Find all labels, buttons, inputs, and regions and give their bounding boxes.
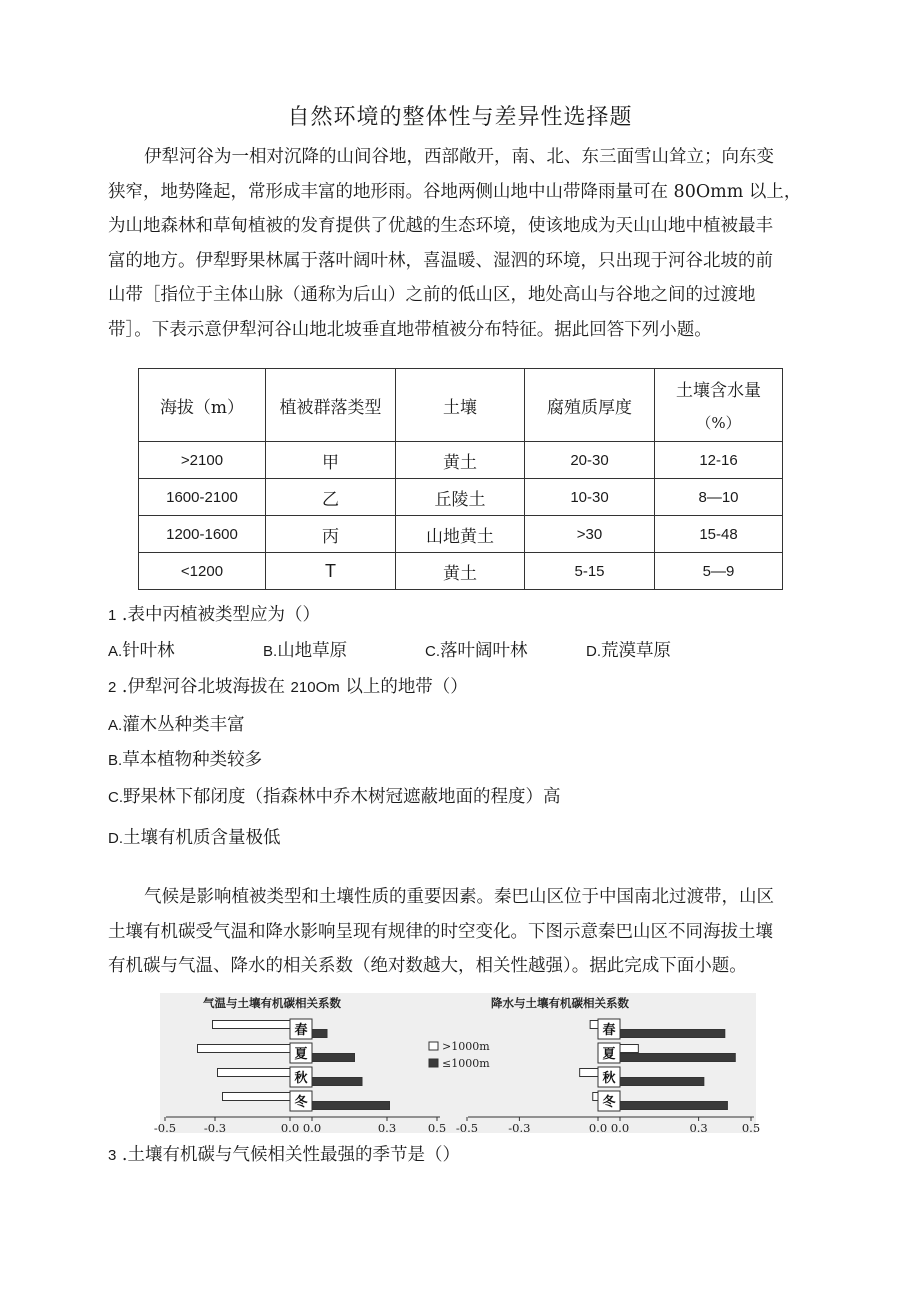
cell-altitude: >2100 <box>139 442 266 479</box>
question-2-text-c: 以上的地带（） <box>339 677 468 697</box>
vegetation-table <box>138 368 783 590</box>
bar-high-altitude <box>223 1093 291 1101</box>
question-2-text-a: .伊犁河谷北坡海拔在 <box>116 677 291 697</box>
x-tick-label: 0.5 <box>427 1121 447 1135</box>
x-tick-label: -0.5 <box>455 1121 479 1135</box>
bar-high-altitude <box>620 1045 638 1053</box>
header-altitude: 海拔（m） <box>139 369 266 442</box>
x-tick-label: -0.5 <box>153 1121 177 1135</box>
header-water-line2: （%） <box>696 414 741 432</box>
cell-veg: 丙 <box>266 516 396 553</box>
category-label: 冬 <box>602 1095 616 1110</box>
option-c[interactable]: C.落叶阔叶林 <box>425 641 528 661</box>
cell-humus: 20-30 <box>525 442 655 479</box>
cell-humus: 5-15 <box>525 553 655 590</box>
header-water-line1: 土壤含水量 <box>676 381 761 401</box>
option-d[interactable]: D.土壤有机质含量极低 <box>108 828 281 848</box>
table-header-row <box>139 369 783 442</box>
legend-swatch-high <box>429 1042 438 1050</box>
bar-high-altitude <box>213 1021 291 1029</box>
cell-altitude: <1200 <box>139 553 266 590</box>
intro2-line3: 有机碳与气温、降水的相关系数（绝对数越大，相关性越强）。据此完成下面小题。 <box>108 956 747 976</box>
correlation-chart-svg <box>153 993 761 1135</box>
x-tick-label: 0.0 <box>280 1121 300 1135</box>
cell-veg: T <box>266 553 396 590</box>
question-2 <box>108 673 468 698</box>
intro1-line1: 伊犁河谷为一相对沉降的山间谷地，西部敞开，南、北、东三面雪山耸立；向东变 <box>144 147 774 167</box>
intro2-line2: 土壤有机碳受气温和降水影响呈现有规律的时空变化。下图示意秦巴山区不同海拔土壤 <box>108 921 773 942</box>
x-tick-label: 0.5 <box>741 1121 761 1135</box>
correlation-chart <box>153 993 761 1135</box>
chart-title: 降水与土壤有机碳相关系数 <box>491 996 629 1010</box>
cell-soil: 丘陵土 <box>396 479 525 516</box>
intro1-line5: 山带［指位于主体山脉（通称为后山）之前的低山区，地处高山与谷地之间的过渡地 <box>108 285 756 305</box>
chart-title: 气温与土壤有机碳相关系数 <box>203 996 341 1010</box>
intro1-line2: 狭窄，地势隆起，常形成丰富的地形雨。谷地两侧山地中山带降雨量可在 80Omm 以上， <box>108 181 802 202</box>
cell-soil: 黄土 <box>396 442 525 479</box>
question-1-number: 1 <box>108 607 117 624</box>
category-label: 夏 <box>602 1047 616 1062</box>
x-tick-label: 0.0 <box>610 1121 630 1135</box>
x-tick-label: -0.3 <box>203 1121 227 1135</box>
bar-high-altitude <box>590 1021 598 1029</box>
x-tick-label: 0.0 <box>588 1121 608 1135</box>
x-tick-label: -0.3 <box>508 1121 531 1135</box>
legend-swatch-low <box>429 1059 438 1067</box>
bar-low-altitude <box>620 1030 725 1038</box>
x-tick-label: 0.0 <box>302 1121 322 1135</box>
question-3 <box>108 1141 460 1166</box>
question-1 <box>108 601 320 626</box>
bar-low-altitude <box>312 1054 355 1062</box>
option-d[interactable]: D.荒漠草原 <box>586 641 671 661</box>
intro1-line6: 带］。下表示意伊犁河谷山地北坡垂直地带植被分布特征。据此回答下列小题。 <box>108 319 712 340</box>
intro2-line1: 气候是影响植被类型和土壤性质的重要因素。秦巴山区位于中国南北过渡带，山区 <box>144 887 774 907</box>
question-2-altitude: 210Om <box>290 679 340 696</box>
option-b[interactable]: B.山地草原 <box>263 641 348 661</box>
table-row <box>139 553 783 590</box>
category-label: 秋 <box>294 1071 308 1086</box>
header-humus: 腐殖质厚度 <box>525 369 655 442</box>
table-row <box>139 479 783 516</box>
cell-water: 15-48 <box>655 516 783 553</box>
question-3-text: .土壤有机碳与气候相关性最强的季节是（） <box>116 1145 460 1165</box>
option-a[interactable]: A.针叶林 <box>108 641 175 661</box>
bar-high-altitude <box>580 1069 598 1077</box>
cell-humus: >30 <box>525 516 655 553</box>
cell-soil: 山地黄土 <box>396 516 525 553</box>
header-soil: 土壤 <box>396 369 525 442</box>
cell-humus: 10-30 <box>525 479 655 516</box>
bar-low-altitude <box>620 1078 704 1086</box>
question-2-number: 2 <box>108 679 117 696</box>
intro-paragraph-1 <box>108 140 814 347</box>
legend-label-high: >1000m <box>442 1040 490 1053</box>
bar-low-altitude <box>620 1102 727 1110</box>
table-row <box>139 442 783 479</box>
question-3-number: 3 <box>108 1147 117 1164</box>
x-tick-label: 0.3 <box>689 1121 708 1135</box>
option-a[interactable]: A.灌木丛种类丰富 <box>108 715 245 735</box>
option-b[interactable]: B.草本植物种类较多 <box>108 750 263 770</box>
cell-veg: 甲 <box>266 442 396 479</box>
option-c[interactable]: C.野果林下郁闭度（指森林中乔木树冠遮蔽地面的程度）高 <box>108 787 561 807</box>
legend-label-low: ≤1000m <box>442 1057 490 1070</box>
cell-altitude: 1600-2100 <box>139 479 266 516</box>
bar-low-altitude <box>620 1054 735 1062</box>
cell-water: 12-16 <box>655 442 783 479</box>
category-label: 冬 <box>294 1095 308 1110</box>
bar-low-altitude <box>312 1078 362 1086</box>
cell-water: 8—10 <box>655 479 783 516</box>
category-label: 秋 <box>602 1071 616 1086</box>
bar-low-altitude <box>312 1102 390 1110</box>
bar-high-altitude <box>198 1045 291 1053</box>
category-label: 春 <box>294 1023 308 1038</box>
intro1-line4: 富的地方。伊犁野果林属于落叶阔叶林，喜温暖、湿泗的环境，只出现于河谷北坡的前 <box>108 250 773 271</box>
table-row <box>139 516 783 553</box>
cell-soil: 黄土 <box>396 553 525 590</box>
bar-low-altitude <box>312 1030 327 1038</box>
bar-high-altitude <box>218 1069 291 1077</box>
header-water <box>655 369 783 442</box>
intro1-line3: 为山地森林和草甸植被的发育提供了优越的生态环境，使该地成为天山山地中植被最丰 <box>108 216 773 236</box>
bar-high-altitude <box>593 1093 598 1101</box>
cell-altitude: 1200-1600 <box>139 516 266 553</box>
question-1-text: .表中丙植被类型应为（） <box>116 605 320 625</box>
category-label: 春 <box>602 1023 616 1038</box>
category-label: 夏 <box>294 1047 308 1062</box>
page-title: 自然环境的整体性与差异性选择题 <box>287 105 633 130</box>
intro-paragraph-2 <box>108 880 814 984</box>
header-veg-type: 植被群落类型 <box>266 369 396 442</box>
x-tick-label: 0.3 <box>377 1121 397 1135</box>
cell-veg: 乙 <box>266 479 396 516</box>
cell-water: 5—9 <box>655 553 783 590</box>
